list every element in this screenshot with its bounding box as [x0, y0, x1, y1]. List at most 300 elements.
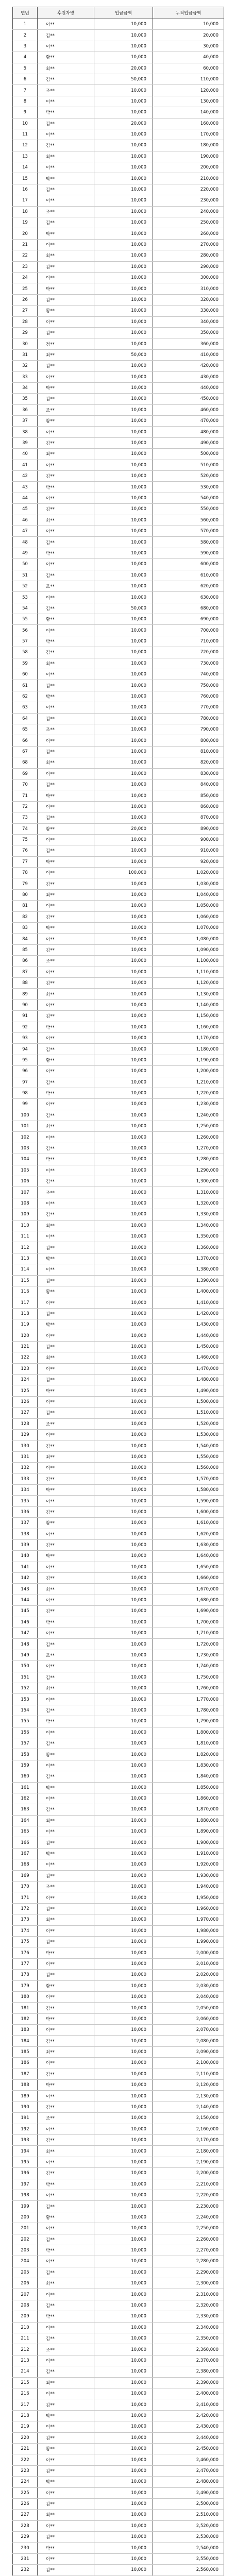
donor-name: 최** — [38, 889, 94, 900]
table-row — [13, 140, 224, 151]
table-row — [13, 2058, 224, 2069]
deposit-amount: 10,000 — [94, 845, 153, 856]
cumulative-amount: 840,000 — [153, 779, 224, 790]
donor-name: 최** — [38, 2377, 94, 2388]
deposit-amount: 10,000 — [94, 1110, 153, 1121]
deposit-amount: 10,000 — [94, 416, 153, 427]
cumulative-amount: 1,310,000 — [153, 1187, 224, 1198]
table-row — [13, 592, 224, 603]
cumulative-amount: 1,210,000 — [153, 1077, 224, 1088]
row-number: 33 — [13, 371, 38, 382]
deposit-amount: 10,000 — [94, 217, 153, 228]
table-row — [13, 570, 224, 581]
donor-name: 이** — [38, 2421, 94, 2432]
cumulative-amount: 40,000 — [153, 52, 224, 63]
deposit-amount: 10,000 — [94, 2245, 153, 2256]
deposit-amount: 20,000 — [94, 118, 153, 129]
row-number: 99 — [13, 1099, 38, 1110]
table-row — [13, 427, 224, 437]
row-number: 122 — [13, 1352, 38, 1363]
cumulative-amount: 580,000 — [153, 537, 224, 548]
table-row — [13, 779, 224, 790]
cumulative-amount: 2,470,000 — [153, 2465, 224, 2476]
table-row — [13, 338, 224, 349]
table-row — [13, 2223, 224, 2234]
table-row — [13, 856, 224, 867]
cumulative-amount: 1,710,000 — [153, 1628, 224, 1639]
row-number: 221 — [13, 2443, 38, 2454]
deposit-amount: 10,000 — [94, 889, 153, 900]
donor-name: 박** — [38, 382, 94, 393]
deposit-amount: 10,000 — [94, 1606, 153, 1617]
cumulative-amount: 610,000 — [153, 570, 224, 581]
donor-name: 김** — [38, 294, 94, 305]
deposit-amount: 10,000 — [94, 1848, 153, 1859]
donor-name: 김** — [38, 2399, 94, 2410]
donor-name: 박** — [38, 2543, 94, 2553]
cumulative-amount: 1,360,000 — [153, 1242, 224, 1253]
cumulative-amount: 1,650,000 — [153, 1562, 224, 1572]
deposit-amount: 10,000 — [94, 2465, 153, 2476]
deposit-amount: 10,000 — [94, 1165, 153, 1176]
table-row — [13, 526, 224, 536]
deposit-amount: 10,000 — [94, 1463, 153, 1473]
deposit-amount: 10,000 — [94, 1375, 153, 1385]
table-row — [13, 1044, 224, 1055]
cumulative-amount: 1,810,000 — [153, 1738, 224, 1749]
row-number: 139 — [13, 1539, 38, 1550]
cumulative-amount: 2,460,000 — [153, 2454, 224, 2465]
donor-name: 이** — [38, 1165, 94, 1176]
row-number: 4 — [13, 52, 38, 63]
row-number: 212 — [13, 2344, 38, 2355]
cumulative-amount: 1,330,000 — [153, 1209, 224, 1220]
row-number: 187 — [13, 2069, 38, 2079]
donor-name: 이** — [38, 195, 94, 206]
table-row — [13, 2487, 224, 2498]
table-row — [13, 1055, 224, 1065]
donor-name: 조** — [38, 956, 94, 967]
cumulative-amount: 1,800,000 — [153, 1727, 224, 1738]
donation-table — [12, 7, 224, 2576]
row-number: 91 — [13, 1011, 38, 1022]
deposit-amount: 10,000 — [94, 1716, 153, 1727]
row-number: 118 — [13, 1308, 38, 1319]
deposit-amount: 10,000 — [94, 1782, 153, 1793]
cumulative-amount: 1,140,000 — [153, 999, 224, 1010]
cumulative-amount: 310,000 — [153, 283, 224, 294]
row-number: 186 — [13, 2058, 38, 2069]
table-row — [13, 911, 224, 922]
deposit-amount: 10,000 — [94, 570, 153, 581]
table-row — [13, 1584, 224, 1595]
donor-name: 이** — [38, 702, 94, 713]
donor-name: 이** — [38, 901, 94, 911]
table-row — [13, 1209, 224, 1220]
cumulative-amount: 750,000 — [153, 680, 224, 691]
cumulative-amount: 2,170,000 — [153, 2135, 224, 2146]
donor-name: 김** — [38, 2498, 94, 2509]
deposit-amount: 10,000 — [94, 1242, 153, 1253]
deposit-amount: 10,000 — [94, 2124, 153, 2134]
table-row — [13, 394, 224, 404]
row-number: 195 — [13, 2157, 38, 2167]
donor-name: 이** — [38, 1430, 94, 1440]
donor-name: 이** — [38, 1231, 94, 1242]
cumulative-amount: 1,130,000 — [153, 989, 224, 999]
donor-name: 박** — [38, 1848, 94, 1859]
donor-name: 이** — [38, 1330, 94, 1341]
cumulative-amount: 1,160,000 — [153, 1022, 224, 1032]
table-row — [13, 239, 224, 250]
deposit-amount: 10,000 — [94, 294, 153, 305]
cumulative-amount: 2,080,000 — [153, 2036, 224, 2046]
deposit-amount: 10,000 — [94, 1815, 153, 1826]
table-row — [13, 989, 224, 999]
donor-name: 이** — [38, 1132, 94, 1143]
donor-name: 황** — [38, 823, 94, 834]
cumulative-amount: 1,610,000 — [153, 1518, 224, 1529]
row-number: 94 — [13, 1044, 38, 1055]
cumulative-amount: 2,490,000 — [153, 2487, 224, 2498]
donor-name: 이** — [38, 526, 94, 536]
donor-name: 박** — [38, 283, 94, 294]
table-row — [13, 956, 224, 967]
deposit-amount: 10,000 — [94, 1694, 153, 1705]
cumulative-amount: 1,220,000 — [153, 1088, 224, 1098]
donor-name: 황** — [38, 306, 94, 316]
row-number: 170 — [13, 1882, 38, 1892]
table-row — [13, 2036, 224, 2046]
row-number: 144 — [13, 1595, 38, 1605]
row-number: 190 — [13, 2102, 38, 2112]
cumulative-amount: 2,220,000 — [153, 2190, 224, 2200]
row-number: 157 — [13, 1738, 38, 1749]
donor-name: 박** — [38, 1716, 94, 1727]
donor-name: 이** — [38, 1727, 94, 1738]
deposit-amount: 10,000 — [94, 437, 153, 448]
donor-name: 조** — [38, 1882, 94, 1892]
table-row — [13, 1958, 224, 1969]
row-number: 124 — [13, 1375, 38, 1385]
cumulative-amount: 1,580,000 — [153, 1484, 224, 1495]
donor-name: 김** — [38, 504, 94, 515]
row-number: 17 — [13, 195, 38, 206]
deposit-amount: 10,000 — [94, 471, 153, 482]
cumulative-amount: 1,720,000 — [153, 1639, 224, 1650]
deposit-amount: 10,000 — [94, 2003, 153, 2013]
table-row — [13, 1727, 224, 1738]
row-number: 155 — [13, 1716, 38, 1727]
row-number: 141 — [13, 1562, 38, 1572]
table-row — [13, 2377, 224, 2388]
table-row — [13, 1297, 224, 1308]
donor-name: 박** — [38, 1947, 94, 1958]
row-number: 27 — [13, 306, 38, 316]
deposit-amount: 10,000 — [94, 1628, 153, 1639]
row-number: 37 — [13, 416, 38, 427]
deposit-amount: 10,000 — [94, 361, 153, 371]
row-number: 49 — [13, 548, 38, 558]
cumulative-amount: 2,480,000 — [153, 2477, 224, 2487]
table-row — [13, 2510, 224, 2520]
deposit-amount: 10,000 — [94, 1408, 153, 1418]
row-number: 185 — [13, 2046, 38, 2057]
row-number: 127 — [13, 1408, 38, 1418]
donor-name: 이** — [38, 2355, 94, 2366]
cumulative-amount: 2,230,000 — [153, 2201, 224, 2212]
table-row — [13, 2311, 224, 2322]
table-row — [13, 1628, 224, 1639]
donor-name: 최** — [38, 250, 94, 261]
deposit-amount: 10,000 — [94, 944, 153, 955]
donor-name: 김** — [38, 2465, 94, 2476]
deposit-amount: 10,000 — [94, 1044, 153, 1055]
donor-name: 박** — [38, 1385, 94, 1396]
deposit-amount: 20,000 — [94, 63, 153, 74]
deposit-amount: 10,000 — [94, 2355, 153, 2366]
cumulative-amount: 1,230,000 — [153, 1099, 224, 1110]
donor-name: 김** — [38, 1242, 94, 1253]
row-number: 88 — [13, 977, 38, 988]
row-number: 47 — [13, 526, 38, 536]
table-row — [13, 361, 224, 371]
cumulative-amount: 2,310,000 — [153, 2289, 224, 2300]
cumulative-amount: 1,150,000 — [153, 1011, 224, 1022]
deposit-amount: 10,000 — [94, 1859, 153, 1870]
row-number: 151 — [13, 1672, 38, 1683]
row-number: 173 — [13, 1914, 38, 1925]
deposit-amount: 10,000 — [94, 923, 153, 934]
table-row — [13, 1892, 224, 1903]
cumulative-amount: 1,910,000 — [153, 1848, 224, 1859]
donor-name: 이** — [38, 735, 94, 746]
table-row — [13, 2256, 224, 2267]
table-row — [13, 2003, 224, 2013]
deposit-amount: 10,000 — [94, 1584, 153, 1595]
table-row — [13, 1694, 224, 1705]
header-donor-name: 후원자명 — [38, 7, 94, 19]
row-number: 228 — [13, 2520, 38, 2531]
table-row — [13, 823, 224, 834]
donor-name: 김** — [38, 1440, 94, 1451]
row-number: 204 — [13, 2256, 38, 2267]
row-number: 74 — [13, 823, 38, 834]
row-number: 3 — [13, 41, 38, 52]
cumulative-amount: 2,540,000 — [153, 2543, 224, 2553]
cumulative-amount: 830,000 — [153, 768, 224, 779]
row-number: 114 — [13, 1264, 38, 1275]
cumulative-amount: 2,130,000 — [153, 2091, 224, 2102]
row-number: 210 — [13, 2322, 38, 2333]
cumulative-amount: 110,000 — [153, 74, 224, 84]
donor-name: 이** — [38, 2454, 94, 2465]
cumulative-amount: 1,370,000 — [153, 1253, 224, 1264]
donor-name: 이** — [38, 592, 94, 603]
table-row — [13, 691, 224, 702]
deposit-amount: 10,000 — [94, 559, 153, 570]
deposit-amount: 10,000 — [94, 2102, 153, 2112]
row-number: 30 — [13, 338, 38, 349]
cumulative-amount: 510,000 — [153, 460, 224, 470]
cumulative-amount: 430,000 — [153, 371, 224, 382]
row-number: 35 — [13, 394, 38, 404]
cumulative-amount: 790,000 — [153, 724, 224, 735]
row-number: 36 — [13, 404, 38, 415]
deposit-amount: 10,000 — [94, 911, 153, 922]
row-number: 1 — [13, 19, 38, 30]
donor-name: 이** — [38, 1628, 94, 1639]
cumulative-amount: 1,550,000 — [153, 1451, 224, 1462]
donor-name: 이** — [38, 1793, 94, 1804]
table-row — [13, 96, 224, 107]
table-row — [13, 404, 224, 415]
table-row — [13, 173, 224, 184]
donor-name: 김** — [38, 2532, 94, 2543]
row-number: 201 — [13, 2223, 38, 2234]
cumulative-amount: 1,170,000 — [153, 1032, 224, 1043]
row-number: 216 — [13, 2388, 38, 2399]
row-number: 194 — [13, 2146, 38, 2157]
cumulative-amount: 1,870,000 — [153, 1804, 224, 1815]
donor-name: 최** — [38, 515, 94, 526]
deposit-amount: 10,000 — [94, 30, 153, 41]
donor-name: 이** — [38, 559, 94, 570]
donor-name: 이** — [38, 625, 94, 636]
deposit-amount: 10,000 — [94, 2421, 153, 2432]
donor-name: 김** — [38, 2102, 94, 2112]
donor-name: 이** — [38, 768, 94, 779]
deposit-amount: 10,000 — [94, 768, 153, 779]
table-row — [13, 349, 224, 360]
cumulative-amount: 1,400,000 — [153, 1286, 224, 1297]
table-row — [13, 1804, 224, 1815]
row-number: 132 — [13, 1463, 38, 1473]
deposit-amount: 10,000 — [94, 1892, 153, 1903]
deposit-amount: 10,000 — [94, 2080, 153, 2091]
row-number: 227 — [13, 2510, 38, 2520]
donor-name: 김** — [38, 394, 94, 404]
row-number: 62 — [13, 691, 38, 702]
deposit-amount: 10,000 — [94, 1352, 153, 1363]
deposit-amount: 10,000 — [94, 1418, 153, 1429]
cumulative-amount: 350,000 — [153, 327, 224, 338]
donor-name: 김** — [38, 1573, 94, 1584]
row-number: 9 — [13, 107, 38, 118]
deposit-amount: 10,000 — [94, 1804, 153, 1815]
donor-name: 김** — [38, 2201, 94, 2212]
donor-name: 김** — [38, 812, 94, 823]
donor-name: 이** — [38, 999, 94, 1010]
donor-name: 김** — [38, 911, 94, 922]
deposit-amount: 10,000 — [94, 2113, 153, 2124]
deposit-amount: 10,000 — [94, 2388, 153, 2399]
deposit-amount: 10,000 — [94, 151, 153, 162]
donor-name: 조** — [38, 1187, 94, 1198]
donor-name: 김** — [38, 2234, 94, 2245]
row-number: 121 — [13, 1341, 38, 1352]
deposit-amount: 10,000 — [94, 96, 153, 107]
row-number: 38 — [13, 427, 38, 437]
row-number: 52 — [13, 581, 38, 591]
deposit-amount: 10,000 — [94, 1506, 153, 1517]
deposit-amount: 10,000 — [94, 2399, 153, 2410]
deposit-amount: 10,000 — [94, 140, 153, 151]
deposit-amount: 10,000 — [94, 1231, 153, 1242]
cumulative-amount: 2,560,000 — [153, 2565, 224, 2575]
deposit-amount: 10,000 — [94, 41, 153, 52]
donor-name: 박** — [38, 1154, 94, 1165]
row-number: 128 — [13, 1418, 38, 1429]
cumulative-amount: 1,520,000 — [153, 1418, 224, 1429]
cumulative-amount: 490,000 — [153, 437, 224, 448]
table-row — [13, 2168, 224, 2179]
table-row — [13, 1496, 224, 1506]
table-row — [13, 1518, 224, 1529]
table-row — [13, 493, 224, 503]
table-row — [13, 460, 224, 470]
table-row — [13, 2565, 224, 2575]
donor-name: 박** — [38, 548, 94, 558]
deposit-amount: 10,000 — [94, 1363, 153, 1374]
donor-name: 박** — [38, 2245, 94, 2256]
cumulative-amount: 2,450,000 — [153, 2443, 224, 2454]
row-number: 102 — [13, 1132, 38, 1143]
table-row — [13, 1606, 224, 1617]
deposit-amount: 10,000 — [94, 647, 153, 658]
donor-name: 박** — [38, 1782, 94, 1793]
table-row — [13, 1672, 224, 1683]
donor-name: 이** — [38, 1925, 94, 1936]
row-number: 96 — [13, 1066, 38, 1077]
cumulative-amount: 1,420,000 — [153, 1308, 224, 1319]
row-number: 8 — [13, 96, 38, 107]
row-number: 188 — [13, 2080, 38, 2091]
row-number: 178 — [13, 1970, 38, 1980]
deposit-amount: 10,000 — [94, 239, 153, 250]
table-row — [13, 680, 224, 691]
cumulative-amount: 2,400,000 — [153, 2388, 224, 2399]
cumulative-amount: 1,430,000 — [153, 1319, 224, 1330]
deposit-amount: 10,000 — [94, 2543, 153, 2553]
row-number: 116 — [13, 1286, 38, 1297]
cumulative-amount: 710,000 — [153, 636, 224, 647]
deposit-amount: 10,000 — [94, 338, 153, 349]
deposit-amount: 10,000 — [94, 746, 153, 757]
cumulative-amount: 620,000 — [153, 581, 224, 591]
deposit-amount: 10,000 — [94, 669, 153, 680]
deposit-amount: 10,000 — [94, 1771, 153, 1782]
donor-name: 김** — [38, 437, 94, 448]
table-row — [13, 1308, 224, 1319]
header-number: 연번 — [13, 7, 38, 19]
deposit-amount: 10,000 — [94, 1672, 153, 1683]
donor-name: 김** — [38, 1936, 94, 1947]
deposit-amount: 10,000 — [94, 2190, 153, 2200]
table-body — [13, 19, 224, 2576]
deposit-amount: 10,000 — [94, 107, 153, 118]
donor-name: 이** — [38, 2190, 94, 2200]
table-row — [13, 162, 224, 173]
table-row — [13, 482, 224, 493]
table-row — [13, 1352, 224, 1363]
table-row — [13, 2553, 224, 2564]
table-row — [13, 790, 224, 801]
table-row — [13, 2498, 224, 2509]
donor-name: 최** — [38, 63, 94, 74]
cumulative-amount: 1,240,000 — [153, 1110, 224, 1121]
table-row — [13, 2212, 224, 2223]
